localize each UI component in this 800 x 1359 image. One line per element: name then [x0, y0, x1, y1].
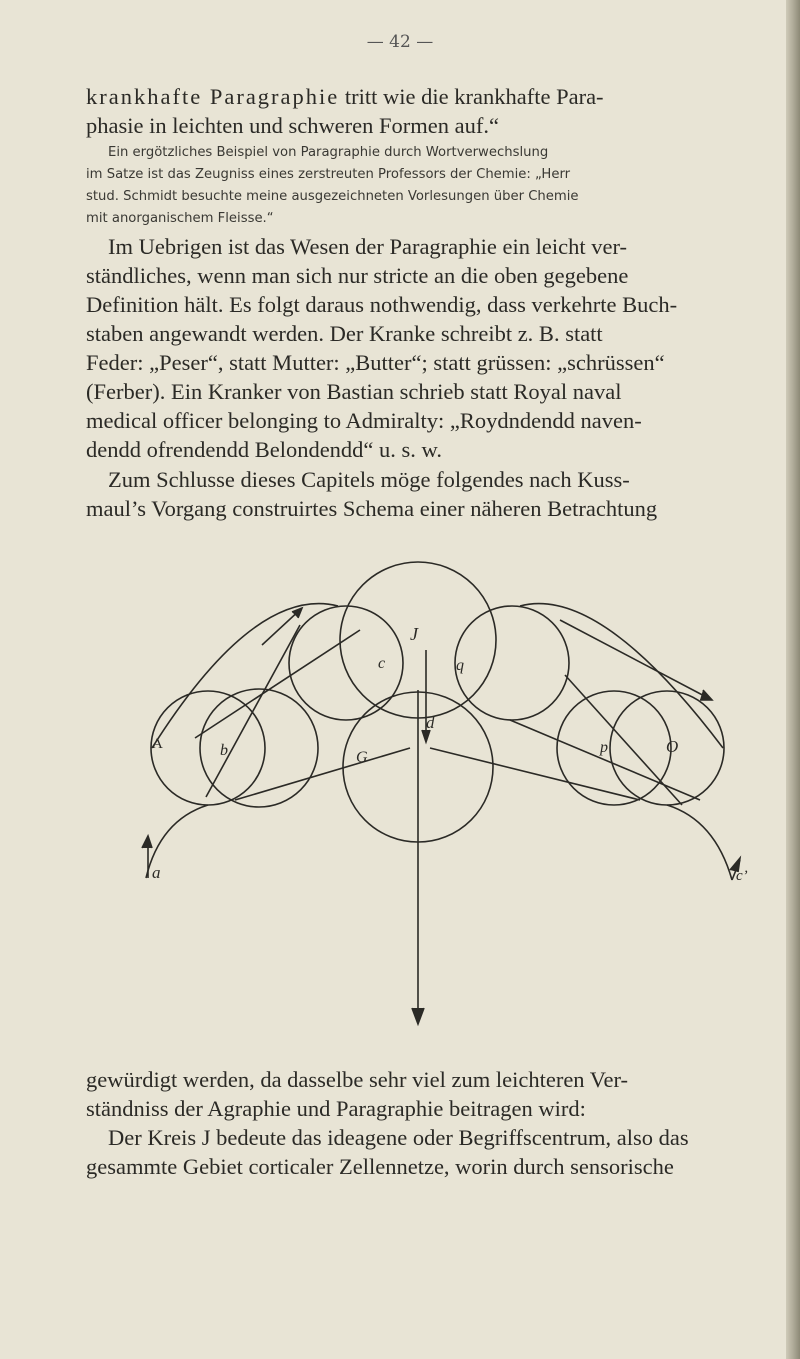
- p3-line: Der Kreis J bedeute das ideagene oder Begriffscentrum, also das: [108, 1125, 689, 1150]
- top-line2: phasie in leichten und schweren Formen auf.“: [86, 113, 499, 138]
- label-O: O: [666, 737, 679, 756]
- arc-right-upper: [520, 604, 723, 748]
- paragraph-3: [86, 1065, 746, 1181]
- arrowhead-right-top: [700, 690, 712, 700]
- p1-line: ständliches, wenn man sich nur stricte an die oben gegebene: [86, 263, 629, 288]
- small-line: im Satze ist das Zeugniss eines zerstreuten Professors der Chemie: „Herr: [86, 167, 571, 182]
- arrowhead-left-bottom: [142, 836, 152, 848]
- label-A: A: [152, 736, 163, 752]
- top-line1-spaced: krankhafte Paragraphie: [86, 84, 340, 109]
- small-line: stud. Schmidt besuchte meine ausgezeichneten Vorlesungen über Chemie: [86, 189, 579, 204]
- p1-line: staben angewandt werden. Der Kranke schreibt z. B. statt: [86, 321, 603, 346]
- curve-right-lower: [667, 805, 732, 880]
- small-line: Ein ergötzliches Beispiel von Paragraphie durch Wortverwechslung: [108, 145, 549, 160]
- label-p: p: [600, 739, 608, 756]
- line-right-diag-top: [560, 620, 712, 700]
- page-number: — 42 —: [366, 32, 434, 52]
- label-d: d: [426, 713, 435, 732]
- p2-line: Zum Schlusse dieses Capitels möge folgendes nach Kuss-: [108, 467, 630, 492]
- p1-line: dendd ofrendendd Belondendd“ u. s. w.: [86, 437, 442, 462]
- top-line1-rest: tritt wie die krankhafte Para-: [339, 84, 604, 109]
- label-a: a: [152, 863, 161, 882]
- p1-line: Im Uebrigen ist das Wesen der Paragraphie ein leicht ver-: [108, 234, 628, 259]
- p1-line: Feder: „Peser“, statt Mutter: „Butter“; statt grüssen: „schrüssen“: [86, 350, 665, 375]
- label-J: J: [410, 624, 418, 644]
- label-b: b: [220, 742, 228, 759]
- label-G: G: [356, 749, 368, 766]
- circle-b: [200, 689, 318, 807]
- p1-line: medical officer belonging to Admiralty: „Roydndendd naven-: [86, 408, 642, 433]
- label-c-prime: c’: [736, 868, 748, 884]
- circle-A: [151, 691, 265, 805]
- p3-line: gewürdigt werden, da dasselbe sehr viel zum leichteren Ver-: [86, 1067, 629, 1092]
- line-right-cross: [510, 720, 700, 800]
- line-bottom-right-link: [430, 748, 640, 800]
- p3-line: ständniss der Agraphie und Paragraphie beitragen wird:: [86, 1096, 586, 1121]
- circle-c: [289, 606, 403, 720]
- arrowhead-center-down: [412, 1008, 424, 1024]
- p3-line: gesammte Gebiet corticaler Zellennetze, worin durch sensorische: [86, 1154, 674, 1179]
- p1-line: (Ferber). Ein Kranker von Bastian schrieb statt Royal naval: [86, 379, 622, 404]
- line-left-cross: [195, 630, 360, 738]
- circle-q: [455, 606, 569, 720]
- small-line: mit anorganischem Fleisse.“: [86, 211, 274, 226]
- circle-p: [557, 691, 671, 805]
- label-q: q: [456, 657, 464, 674]
- p2-line: maul’s Vorgang construirtes Schema einer näheren Betrachtung: [86, 496, 658, 521]
- p1-line: Definition hält. Es folgt daraus nothwendig, dass verkehrte Buch-: [86, 292, 678, 317]
- line-bottom-left-link: [235, 748, 410, 800]
- label-c: c: [378, 655, 386, 672]
- line-left-diag-bottom: [206, 625, 300, 797]
